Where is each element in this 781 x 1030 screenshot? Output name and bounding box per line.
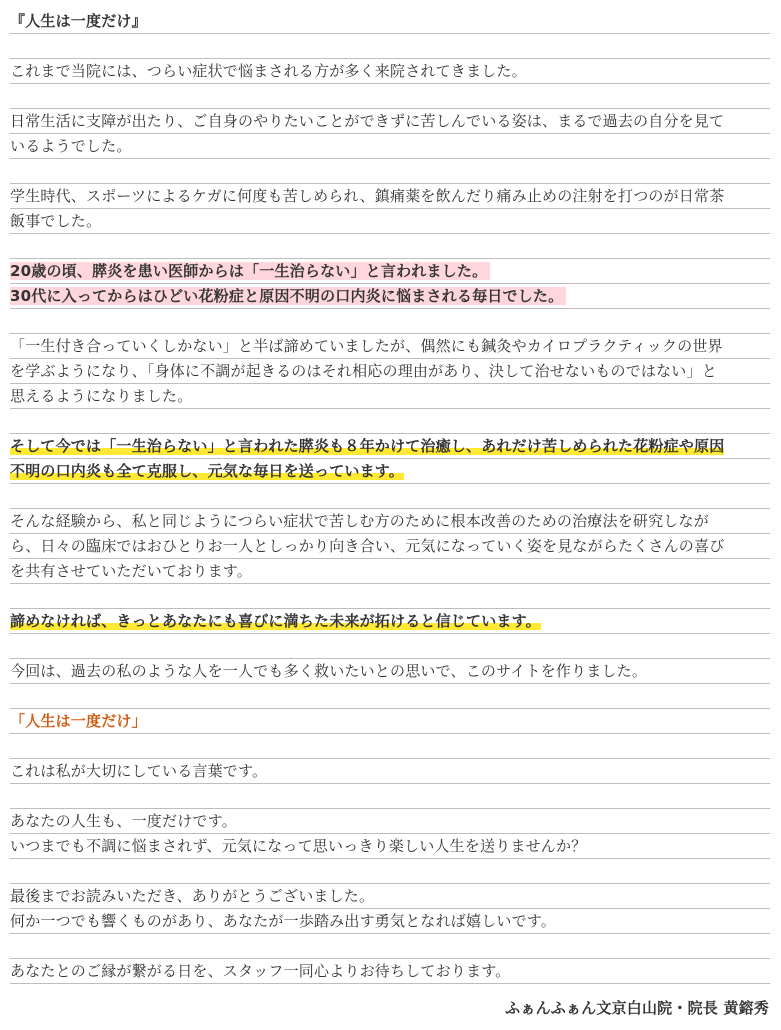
paragraph-line: そんな経験から、私と同じようにつらい症状で苦しむ方のために根本改善のための治療法を研究しなが — [10, 509, 770, 534]
paragraph-line: 今回は、過去の私のような人を一人でも多く救いたいとの思いで、このサイトを作りました。 — [10, 659, 770, 684]
signature: ふぁんふぁん文京白山院・院長 黄鎔秀 — [505, 999, 769, 1017]
paragraph-line: 何か一つでも響くものがあり、あなたが一歩踏み出す勇気となれば嬉しいです。 — [10, 909, 770, 934]
blank-line — [10, 584, 770, 609]
section-heading: 「人生は一度だけ」 — [10, 709, 770, 734]
paragraph-line: あなたの人生も、一度だけです。 — [10, 809, 770, 834]
blank-line — [10, 159, 770, 184]
paragraph-line: を共有させていただいております。 — [10, 559, 770, 584]
blank-line — [10, 84, 770, 109]
highlight-line-yellow: 諦めなければ、きっとあなたにも喜びに満ちた未来が拓けると信じています。 — [10, 609, 770, 634]
blank-line — [10, 859, 770, 884]
paragraph-line: 日常生活に支障が出たり、ご自身のやりたいことができずに苦しんでいる姿は、まるで過去の自分を見て — [10, 109, 770, 134]
blank-line — [10, 309, 770, 334]
paragraph-line: これは私が大切にしている言葉です。 — [10, 759, 770, 784]
blank-line — [10, 484, 770, 509]
doc-title: 『人生は一度だけ』 — [10, 9, 770, 34]
paragraph-line: 飯事でした。 — [10, 209, 770, 234]
paragraph-line: を学ぶようになり、「身体に不調が起きるのはそれ相応の理由があり、決して治せないものではない」と — [10, 359, 770, 384]
blank-line — [10, 409, 770, 434]
blank-line — [10, 634, 770, 659]
blank-line — [10, 684, 770, 709]
highlight-line-pink: 20歳の頃、膵炎を患い医師からは「一生治らない」と言われました。 — [10, 259, 770, 284]
highlight-line-yellow: 不明の口内炎も全て克服し、元気な毎日を送っています。 — [10, 459, 770, 484]
blank-line — [10, 734, 770, 759]
paragraph-line: 「一生付き合っていくしかない」と半ば諦めていましたが、偶然にも鍼灸やカイロプラクティックの世界 — [10, 334, 770, 359]
blank-line — [10, 934, 770, 959]
highlight-line-yellow: そして今では「一生治らない」と言われた膵炎も８年かけて治癒し、あれだけ苦しめられた花粉症や原因 — [10, 434, 770, 459]
paragraph-line: ら、日々の臨床ではおひとりお一人としっかり向き合い、元気になっていく姿を見ながらたくさんの喜び — [10, 534, 770, 559]
paragraph-line: いるようでした。 — [10, 134, 770, 159]
paragraph-line: いつまでも不調に悩まされず、元気になって思いっきり楽しい人生を送りませんか？ — [10, 834, 770, 859]
blank-line — [10, 784, 770, 809]
blank-line — [10, 34, 770, 59]
blank-line — [10, 234, 770, 259]
highlight-line-pink: 30代に入ってからはひどい花粉症と原因不明の口内炎に悩まされる毎日でした。 — [10, 284, 770, 309]
paragraph-line: 最後までお読みいただき、ありがとうございました。 — [10, 884, 770, 909]
paragraph-line: 学生時代、スポーツによるケガに何度も苦しめられ、鎮痛薬を飲んだり痛み止めの注射を打つのが日常茶 — [10, 184, 770, 209]
paragraph-line: これまで当院には、つらい症状で悩まされる方が多く来院されてきました。 — [10, 59, 770, 84]
paragraph-line: 思えるようになりました。 — [10, 384, 770, 409]
paragraph-line: あなたとのご縁が繋がる日を、スタッフ一同心よりお待ちしております。 — [10, 959, 770, 984]
